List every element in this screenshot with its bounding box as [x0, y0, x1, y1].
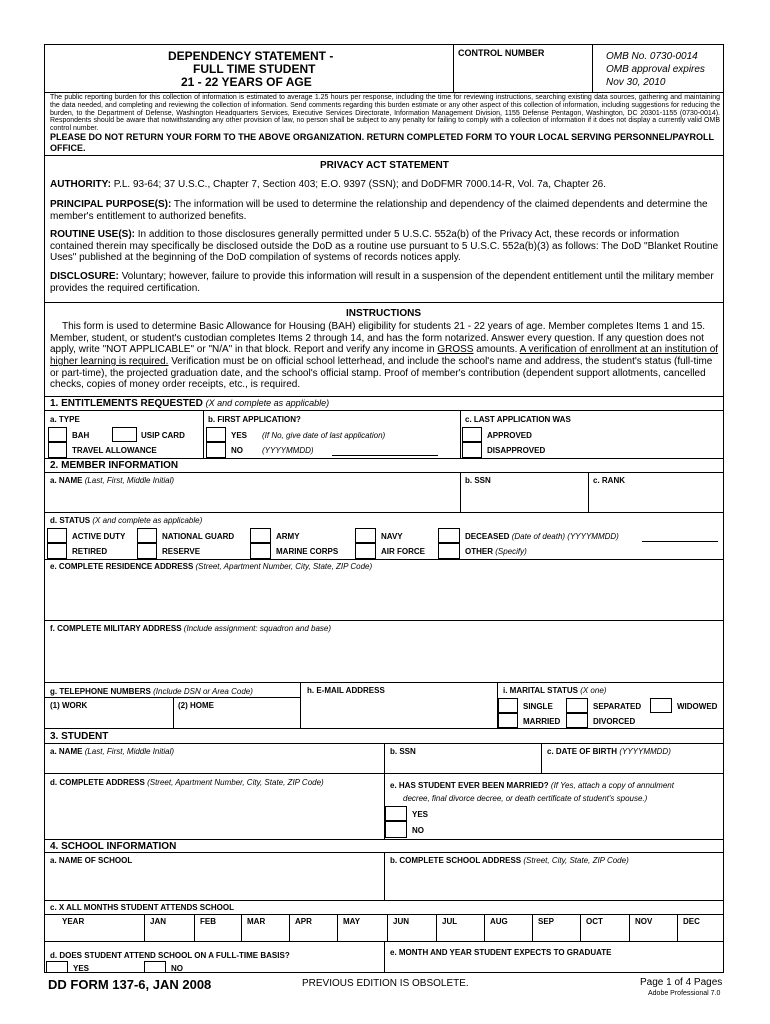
air-force-checkbox[interactable]	[355, 543, 376, 559]
first-application-yes-label: YES	[231, 431, 248, 440]
bah-checkbox[interactable]	[48, 427, 67, 442]
status-label-note: (X and complete as applicable)	[92, 516, 203, 525]
marital-status-label	[503, 686, 606, 695]
student-address-label-text: d. COMPLETE ADDRESS	[50, 778, 145, 787]
ever-married-label	[390, 781, 674, 790]
instructions-heading: INSTRUCTIONS	[346, 308, 421, 319]
month-label: JAN	[150, 917, 167, 926]
divider	[203, 410, 204, 458]
widowed-label: WIDOWED	[677, 702, 718, 711]
authority-text: P.L. 93-64; 37 U.S.C., Chapter 7, Section 403; E.O. 9397 (SSN); and DoDFMR 7000.14-R, Vol. 7a, Chapter 26.	[113, 179, 607, 190]
army-label: ARMY	[276, 532, 300, 541]
month-cell-jun[interactable]	[387, 914, 436, 941]
page-number: Page 1 of 4 Pages	[640, 977, 723, 988]
month-cell-jul[interactable]	[436, 914, 484, 941]
month-label: MAR	[247, 917, 266, 926]
routine-use-text: In addition to those disclosures generally permitted under 5 U.S.C. 552a(b) of the Privacy Act, these records or information contained therein may specifically be disclosed outside the DoD as a routine use pursuant to 5 U.S.C. 552a(b)(3) as follows: The DoD "Blanket Routine Uses" published at the beginning of the DoD compilation of systems of records notices apply.	[50, 229, 719, 264]
member-ssn-label: b. SSN	[465, 476, 491, 485]
month-label: JUN	[393, 917, 410, 926]
student-dob-field[interactable]	[543, 758, 722, 772]
omb-number: OMB No. 0730-0014	[606, 51, 698, 62]
residence-address-note: (Street, Apartment Number, City, State, ZIP Code)	[195, 562, 373, 571]
student-name-label	[50, 747, 174, 756]
member-rank-field[interactable]	[590, 487, 722, 511]
member-ssn-field[interactable]	[462, 487, 586, 511]
last-application-label: c. LAST APPLICATION WAS	[465, 415, 571, 424]
divider	[44, 396, 724, 397]
single-label: SINGLE	[523, 702, 553, 711]
instructions-part-2: amounts.	[476, 344, 518, 356]
divider	[44, 472, 724, 473]
month-label: OCT	[586, 917, 603, 926]
divorced-label: DIVORCED	[593, 717, 636, 726]
section-4-heading: 4. SCHOOL INFORMATION	[50, 841, 177, 852]
purpose-statement	[50, 199, 720, 222]
divider	[44, 773, 724, 774]
student-ssn-label: b. SSN	[390, 747, 416, 756]
first-application-label: b. FIRST APPLICATION?	[208, 415, 301, 424]
first-application-yes-note: (If No, give date of last application)	[262, 431, 386, 440]
marine-corps-checkbox[interactable]	[250, 543, 271, 559]
school-address-label-text: b. COMPLETE SCHOOL ADDRESS	[390, 856, 522, 865]
work-phone-label: (1) WORK	[50, 701, 88, 710]
other-status-label	[465, 547, 527, 556]
divider	[44, 92, 724, 93]
routine-use-statement	[50, 229, 720, 264]
month-cell-dec[interactable]	[677, 914, 724, 941]
return-notice: PLEASE DO NOT RETURN YOUR FORM TO THE ABOVE ORGANIZATION. RETURN COMPLETED FORM TO YOUR LOCAL SERVING PERSONNEL/PAYROLL OFFICE.	[50, 132, 714, 153]
month-cell-aug[interactable]	[484, 914, 532, 941]
header-divider	[592, 44, 593, 92]
other-status-checkbox[interactable]	[438, 543, 460, 559]
divider	[44, 512, 724, 513]
travel-allowance-label: TRAVEL ALLOWANCE	[72, 446, 157, 455]
month-cell-oct[interactable]	[580, 914, 629, 941]
divider	[460, 472, 461, 512]
instructions-verification: A verification of enrollment at an institution of higher learning is required.	[50, 344, 719, 368]
ever-married-no-checkbox[interactable]	[385, 821, 407, 838]
control-number-field[interactable]	[455, 60, 591, 90]
software-version: Adobe Professional 7.0	[648, 990, 721, 997]
marital-status-label-text: i. MARITAL STATUS	[503, 686, 578, 695]
marital-status-note: (X one)	[580, 686, 607, 695]
home-phone-field[interactable]	[175, 712, 298, 727]
last-application-date-field[interactable]	[332, 455, 438, 456]
deceased-checkbox[interactable]	[438, 528, 460, 543]
military-address-note: (Include assignment: squadron and base)	[183, 624, 331, 633]
student-address-note: (Street, Apartment Number, City, State, ZIP Code)	[147, 778, 324, 787]
telephone-label	[50, 687, 253, 696]
section-1-note: (X and complete as applicable)	[205, 398, 330, 408]
ever-married-yes-checkbox[interactable]	[385, 806, 407, 821]
other-status-label-text: OTHER	[465, 547, 493, 556]
graduation-field[interactable]	[386, 958, 722, 972]
member-name-label-note: (Last, First, Middle Initial)	[84, 476, 175, 485]
student-ssn-field[interactable]	[386, 758, 539, 772]
month-label: APR	[295, 917, 312, 926]
divider	[44, 900, 724, 901]
ever-married-note-1: (If Yes, attach a copy of annulment	[550, 781, 674, 790]
residence-address-label	[50, 562, 372, 571]
military-address-label-text: f. COMPLETE MILITARY ADDRESS	[50, 624, 182, 633]
instructions-gross: GROSS	[437, 344, 474, 356]
school-name-field[interactable]	[46, 867, 382, 899]
student-address-field[interactable]	[46, 790, 382, 838]
residence-address-field[interactable]	[46, 574, 722, 618]
month-cell-feb[interactable]	[194, 914, 241, 941]
marine-corps-label: MARINE CORPS	[276, 547, 339, 556]
form-title-line-1: DEPENDENCY STATEMENT -	[168, 49, 334, 63]
student-address-label	[50, 778, 324, 787]
section-1-title: 1. ENTITLEMENTS REQUESTED	[50, 398, 203, 409]
months-row	[44, 914, 724, 941]
disapproved-label: DISAPPROVED	[487, 446, 546, 455]
full-time-yes-checkbox[interactable]	[46, 961, 68, 973]
bah-label: BAH	[72, 431, 90, 440]
month-label: FEB	[200, 917, 216, 926]
school-address-note: (Street, City, State, ZIP Code)	[523, 856, 629, 865]
control-number-label: CONTROL NUMBER	[458, 48, 545, 58]
month-label: AUG	[490, 917, 508, 926]
divider	[44, 155, 724, 156]
authority-label: AUTHORITY:	[50, 179, 111, 190]
approved-checkbox[interactable]	[462, 427, 482, 442]
student-name-note: (Last, First, Middle Initial)	[84, 747, 175, 756]
retired-label: RETIRED	[72, 547, 108, 556]
section-1-heading	[50, 398, 329, 410]
ever-married-yes-label: YES	[412, 810, 429, 819]
approved-label: APPROVED	[487, 431, 532, 440]
student-name-field[interactable]	[46, 758, 382, 772]
disapproved-checkbox[interactable]	[462, 442, 482, 458]
telephone-note: (Include DSN or Area Code)	[153, 687, 253, 696]
graduation-label: e. MONTH AND YEAR STUDENT EXPECTS TO GRADUATE	[390, 948, 612, 957]
omb-approval-label: OMB approval expires	[606, 64, 705, 75]
status-label	[50, 516, 202, 525]
form-title-line-2: FULL TIME STUDENT	[193, 62, 316, 76]
reserve-checkbox[interactable]	[137, 543, 157, 559]
first-application-no-label: NO	[231, 446, 243, 455]
obsolete-notice: PREVIOUS EDITION IS OBSOLETE.	[302, 978, 469, 989]
ever-married-no-label: NO	[412, 826, 424, 835]
divider	[44, 620, 724, 621]
month-label: SEP	[538, 917, 555, 926]
months-attended-label: c. X ALL MONTHS STUDENT ATTENDS SCHOOL	[50, 903, 235, 912]
divider	[44, 697, 300, 698]
date-of-death-field[interactable]	[642, 541, 718, 542]
divider	[44, 410, 724, 411]
navy-label: NAVY	[381, 532, 403, 541]
divider	[44, 839, 724, 840]
divider	[541, 743, 542, 773]
month-cell-sep[interactable]	[532, 914, 580, 941]
burden-statement: The public reporting burden for this collection of information is estimated to average 1.25 hours per response, including the time for reviewing instructions, searching existing data sources, gathering and maintaining the data needed, and completing and reviewing the collection of information. Send comments regarding this burden estimate or any other aspect of this collection of information, including suggestions for reducing the burden, to the Department of Defense, Washington Headquarters Services, Executive Services Directorate, Information Management Division, 1155 Defense Pentagon, Washington, DC 20301-1155 (0730-0014). Respondents should be aware that notwithstanding any other provision of law, no person shall be subject to any penalty for failing to comply with a collection of information if it does not display a currently valid OMB control number.	[50, 94, 720, 133]
privacy-heading: PRIVACY ACT STATEMENT	[320, 160, 449, 171]
divider	[44, 302, 724, 303]
single-checkbox[interactable]	[498, 698, 518, 713]
disclosure-statement	[50, 271, 720, 294]
air-force-label: AIR FORCE	[381, 547, 425, 556]
usip-card-checkbox[interactable]	[112, 427, 137, 442]
usip-card-label: USIP CARD	[141, 431, 185, 440]
deceased-label-text: DECEASED	[465, 532, 510, 541]
purpose-label: PRINCIPAL PURPOSE(S):	[50, 199, 172, 210]
month-label: YEAR	[62, 917, 85, 926]
school-address-label	[390, 856, 629, 865]
other-status-note: (Specify)	[495, 547, 527, 556]
military-address-label	[50, 624, 331, 633]
national-guard-checkbox[interactable]	[137, 528, 157, 543]
authority-statement	[50, 179, 720, 191]
year-cell[interactable]	[46, 914, 144, 941]
full-time-label: d. DOES STUDENT ATTEND SCHOOL ON A FULL-TIME BASIS?	[50, 951, 290, 960]
section-2-heading: 2. MEMBER INFORMATION	[50, 460, 179, 471]
status-label-text: d. STATUS	[50, 516, 91, 525]
military-address-field[interactable]	[46, 636, 722, 680]
omb-expiration-date: Nov 30, 2010	[606, 77, 666, 88]
divider	[44, 728, 724, 729]
divider	[44, 458, 724, 459]
school-address-field[interactable]	[386, 867, 722, 899]
deceased-label	[465, 532, 619, 541]
month-label: NOV	[635, 917, 653, 926]
month-cell-jan[interactable]	[144, 914, 194, 941]
divider	[44, 682, 724, 683]
month-cell-apr[interactable]	[289, 914, 337, 941]
residence-address-label-text: e. COMPLETE RESIDENCE ADDRESS	[50, 562, 194, 571]
header-divider	[453, 44, 454, 92]
student-dob-label-text: c. DATE OF BIRTH	[547, 747, 618, 756]
first-application-no-checkbox[interactable]	[206, 442, 226, 458]
email-field[interactable]	[302, 698, 495, 727]
retired-checkbox[interactable]	[47, 543, 67, 559]
disclosure-label: DISCLOSURE:	[50, 271, 119, 282]
divider	[588, 472, 589, 512]
member-rank-label: c. RANK	[593, 476, 626, 485]
routine-use-label: ROUTINE USE(S):	[50, 229, 135, 240]
divider	[384, 852, 385, 900]
ever-married-note-2: decree, final divorce decree, or death certificate of student's spouse.)	[403, 794, 648, 803]
full-time-yes-label: YES	[73, 964, 90, 973]
student-dob-label	[547, 747, 671, 756]
travel-allowance-checkbox[interactable]	[48, 442, 67, 458]
form-title-line-3: 21 - 22 YEARS OF AGE	[181, 75, 312, 89]
army-checkbox[interactable]	[250, 528, 271, 543]
separated-checkbox[interactable]	[566, 698, 588, 713]
disclosure-text: Voluntary; however, failure to provide this information will result in a suspension of the dependent entitlement until the military member provides the required certification.	[50, 271, 714, 294]
instructions-part-3: Verification must be on official school letterhead, and include the school's name and address, the student's status (full-time or part-time), the projected graduation date, and the school's official stamp. Proof of member's contribution (dependent support allotments, cancelled checks, copies of money order receipts, etc., is required.	[50, 356, 713, 391]
member-name-field[interactable]	[46, 487, 458, 511]
divorced-checkbox[interactable]	[566, 713, 588, 728]
active-duty-label: ACTIVE DUTY	[72, 532, 126, 541]
divider	[384, 941, 385, 973]
married-checkbox[interactable]	[498, 713, 518, 728]
month-cell-may[interactable]	[337, 914, 387, 941]
month-label: DEC	[683, 917, 700, 926]
email-label: h. E-MAIL ADDRESS	[307, 686, 385, 695]
work-phone-field[interactable]	[46, 712, 171, 727]
member-name-label-text: a. NAME	[50, 476, 83, 485]
divider	[460, 410, 461, 458]
type-label: a. TYPE	[50, 415, 80, 424]
full-time-no-label: NO	[171, 964, 183, 973]
section-3-heading: 3. STUDENT	[50, 731, 109, 742]
deceased-date-note: (Date of death) (YYYYMMDD)	[511, 532, 619, 541]
last-application-date-format: (YYYYMMDD)	[262, 446, 314, 455]
divider	[300, 682, 301, 728]
month-label: MAY	[343, 917, 361, 926]
full-time-no-checkbox[interactable]	[144, 961, 166, 973]
married-label: MARRIED	[523, 717, 561, 726]
active-duty-checkbox[interactable]	[47, 528, 67, 543]
separated-label: SEPARATED	[593, 702, 642, 711]
student-dob-note: (YYYYMMDD)	[619, 747, 671, 756]
widowed-checkbox[interactable]	[650, 698, 672, 713]
purpose-text: The information will be used to determine the relationship and dependency of the claimed dependents and determine the member's entitlement to authorized benefits.	[50, 199, 708, 222]
telephone-label-text: g. TELEPHONE NUMBERS	[50, 687, 151, 696]
month-cell-mar[interactable]	[241, 914, 289, 941]
instructions-text	[50, 321, 720, 391]
form-number: DD FORM 137-6, JAN 2008	[48, 977, 212, 992]
reserve-label: RESERVE	[162, 547, 201, 556]
ever-married-label-text: e. HAS STUDENT EVER BEEN MARRIED?	[390, 781, 549, 790]
member-name-label	[50, 476, 174, 485]
month-label: JUL	[442, 917, 458, 926]
student-name-label-text: a. NAME	[50, 747, 83, 756]
home-phone-label: (2) HOME	[178, 701, 214, 710]
national-guard-label: NATIONAL GUARD	[162, 532, 235, 541]
school-name-label: a. NAME OF SCHOOL	[50, 856, 133, 865]
first-application-yes-checkbox[interactable]	[206, 427, 226, 442]
navy-checkbox[interactable]	[355, 528, 376, 543]
divider	[44, 559, 724, 560]
instructions-part-1: This form is used to determine Basic Allowance for Housing (BAH) eligibility for students 21 - 22 years of age. Member completes Items 1 and 15. Member, student, or student's custodian completes Items 2 through 14, and has the form notarized. Answer every question. If any question does not apply, write "NOT APPLICABLE" or "N/A" in that block. Report and verify any income in	[50, 321, 706, 356]
divider	[173, 697, 174, 728]
month-cell-nov[interactable]	[629, 914, 677, 941]
